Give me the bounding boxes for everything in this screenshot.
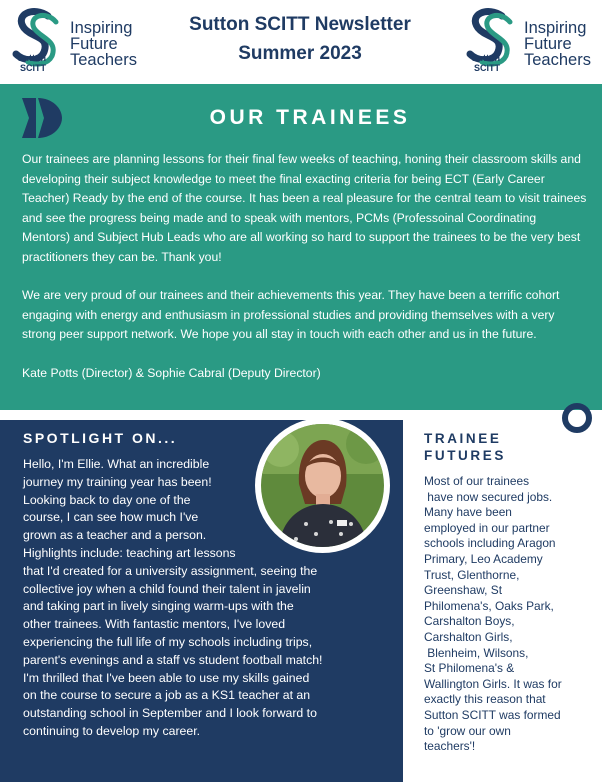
- logo-brand-line1: Sutton: [17, 53, 46, 63]
- trainees-paragraph-2: We are very proud of our trainees and their achievements this year. They have been a terrific cohort engaging with energy and enthusiasm in professional studies and providing themselves with a very strong peer support network. We hope you all stay in touch with each other and us in the future.: [22, 288, 560, 341]
- futures-line: Primary, Leo Academy: [424, 551, 543, 566]
- futures-line: schools including Aragon: [424, 536, 556, 551]
- futures-line: St Philomena's &: [424, 661, 515, 676]
- title-line-2: Summer 2023: [238, 43, 362, 64]
- spotlight-line: course, I can see how much I've: [23, 510, 199, 525]
- spotlight-line: journey my training year has been!: [23, 474, 212, 489]
- spotlight-line: and taking part in lively singing warm-ups with the: [23, 599, 294, 614]
- futures-line: employed in our partner: [424, 520, 550, 535]
- spotlight-body: [23, 456, 389, 741]
- spotlight-line: Hello, I'm Ellie. What an incredible: [23, 457, 210, 471]
- futures-line: have now secured jobs.: [424, 489, 553, 504]
- logo-brand-line2: SCITT: [474, 63, 500, 73]
- trainees-signoff: Kate Potts (Director) & Sophie Cabral (Deputy Director): [22, 365, 321, 380]
- spotlight-line: grown as a teacher and a person.: [23, 528, 207, 543]
- spotlight-line: parent's evenings and a staff vs student football match!: [23, 652, 323, 667]
- newsletter-header: [0, 0, 602, 84]
- our-trainees-heading: OUR TRAINEES: [209, 106, 411, 129]
- logo-brand-text: [462, 53, 500, 73]
- spotlight-line: that I'd created for a university assignment, seeing the: [23, 563, 318, 578]
- futures-line: teachers'!: [424, 739, 476, 754]
- futures-line: Most of our trainees: [424, 474, 530, 488]
- futures-line: Many have been: [424, 505, 512, 520]
- spotlight-line: experiencing the full life of my schools including trips,: [23, 634, 313, 649]
- sutton-scitt-logo-left: [4, 6, 144, 78]
- spotlight-line: on the course to secure a job as a KS1 teacher at an: [23, 688, 311, 703]
- newsletter-title: [150, 10, 450, 68]
- futures-line: Wallington Girls. It was for: [424, 676, 562, 691]
- our-trainees-section: [0, 84, 602, 410]
- futures-line: Carshalton Boys,: [424, 614, 515, 629]
- logo-brand-line2: SCITT: [20, 63, 46, 73]
- spotlight-line: I'm thrilled that I've been able to use my skills gained: [23, 670, 310, 685]
- futures-line: Trust, Glenthorne,: [424, 567, 520, 582]
- trainee-futures-heading: [424, 430, 506, 464]
- sutton-scitt-logo-right: [458, 6, 598, 78]
- trainee-futures-body: [424, 474, 594, 755]
- title-line-1: Sutton SCITT Newsletter: [189, 14, 411, 35]
- futures-heading-line-1: TRAINEE: [424, 431, 502, 446]
- futures-line: to 'grow our own: [424, 723, 511, 738]
- spotlight-line: Highlights include: teaching art lessons: [23, 545, 236, 560]
- futures-line: exactly this reason that: [424, 692, 546, 707]
- ring-decoration-icon: [561, 402, 593, 434]
- futures-line: Philomena's, Oaks Park,: [424, 598, 554, 613]
- logo-tagline: Inspiring Future Teachers: [70, 19, 137, 69]
- futures-line: Blenheim, Wilsons,: [424, 645, 529, 660]
- spotlight-line: continuing to develop my career.: [23, 723, 201, 738]
- spotlight-line: collective joy when a child found their talent in javelin: [23, 581, 311, 596]
- spotlight-line: Looking back to day one of the: [23, 492, 191, 507]
- logo-brand-line1: Sutton: [471, 53, 500, 63]
- our-trainees-body: [22, 150, 587, 402]
- futures-line: Carshalton Girls,: [424, 629, 513, 644]
- logo-brand-text: [8, 53, 46, 73]
- trainees-paragraph-1: Our trainees are planning lessons for their final few weeks of teaching, honing their classroom skills and developing their subject knowledge to meet the final exacting criteria for being ECT (Early Career Teacher) Ready by the end of the course. It has been a real pleasure for the central team to visit trainees and see the progress being made and to speak with mentors, PCMs (Professoinal Coordinating Mentors) and Subject Hub Leads who are all working so hard to support the trainees to be the very best practitioners they can be. Thank you!: [22, 152, 587, 264]
- futures-line: Sutton SCITT was formed: [424, 707, 561, 722]
- logo-tagline: Inspiring Future Teachers: [524, 19, 591, 69]
- futures-line: Greenshaw, St: [424, 583, 502, 598]
- spotlight-heading: SPOTLIGHT ON...: [23, 430, 178, 446]
- futures-heading-line-2: FUTURES: [424, 448, 506, 463]
- spotlight-line: other trainees. With fantastic mentors, I've loved: [23, 617, 286, 632]
- spotlight-line: outstanding school in September and I look forward to: [23, 706, 317, 721]
